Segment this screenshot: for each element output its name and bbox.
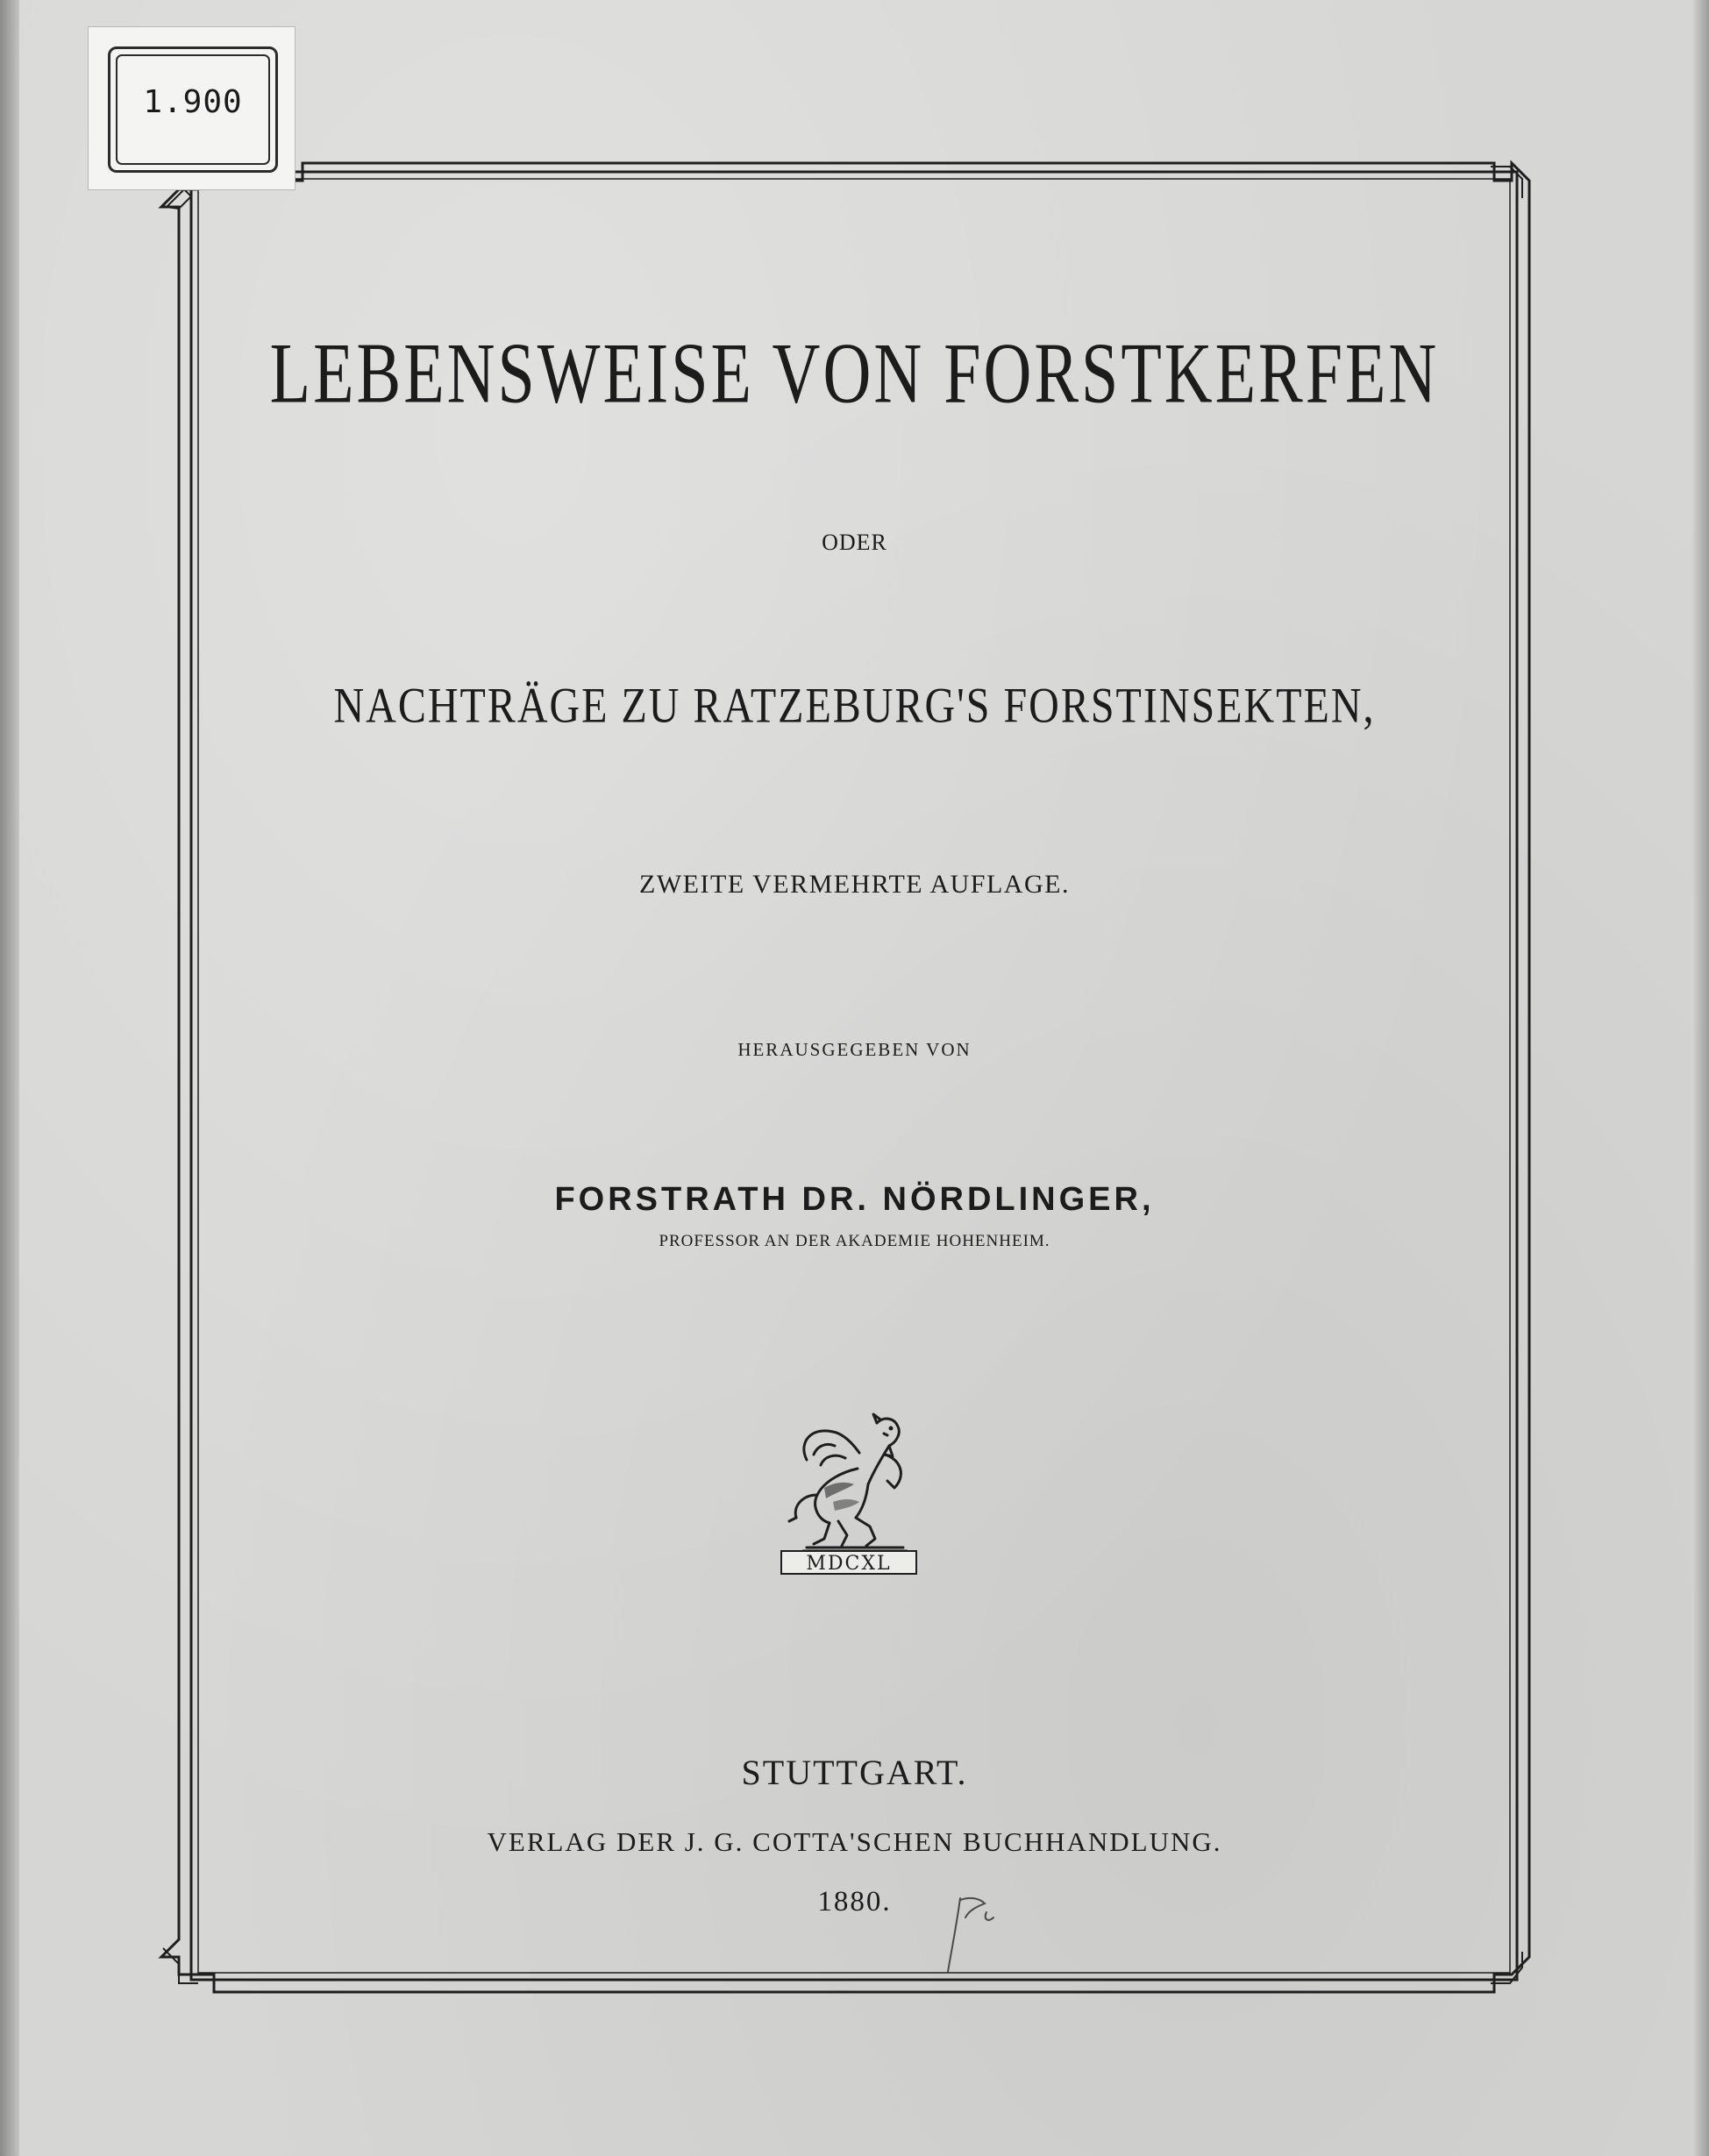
edition-statement: ZWEITE VERMEHRTE AUFLAGE. (639, 870, 1070, 899)
book-title: LEBENSWEISE VON FORSTKERFEN (269, 325, 1440, 422)
emblem-motto-plate: MDCXL (780, 1550, 917, 1575)
author-position: PROFESSOR AN DER AKADEMIE HOHENHEIM. (659, 1232, 1050, 1250)
publication-year: 1880. (817, 1886, 892, 1918)
edited-by-line: HERAUSGEGEBEN VON (737, 1039, 972, 1060)
title-connector: ODER (822, 530, 887, 555)
book-subtitle: NACHTRÄGE ZU RATZEBURG'S FORSTINSEKTEN, (333, 678, 1376, 734)
publisher-line: VERLAG DER J. G. COTTA'SCHEN BUCHHANDLUNG. (487, 1826, 1222, 1857)
library-label (88, 26, 296, 190)
shelf-number: 1.900 (143, 84, 243, 120)
pencil-mark-icon (925, 1881, 1022, 1977)
label-border (108, 46, 278, 173)
author-name: FORSTRATH DR. NÖRDLINGER, (554, 1181, 1155, 1218)
publication-place: STUTTGART. (741, 1753, 968, 1792)
